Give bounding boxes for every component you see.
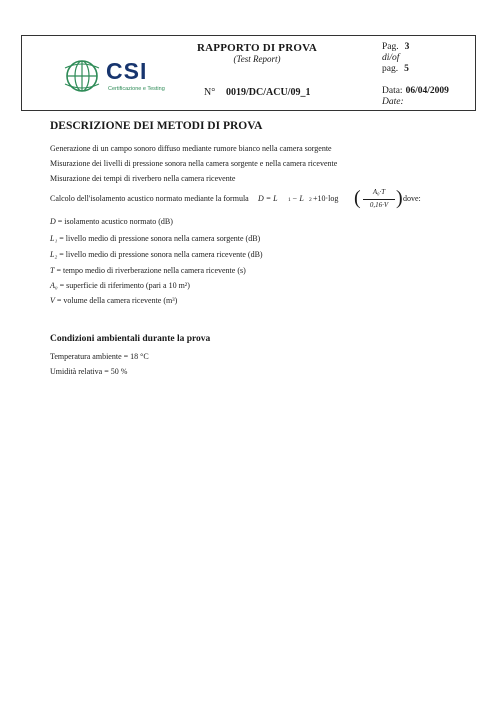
formula-intro: Calcolo dell'isolamento acustico normato mediante la formula: [50, 194, 249, 203]
formula-plus-log: +10·log: [313, 194, 339, 203]
logo-subtitle: Certificazione e Testing: [108, 86, 165, 92]
formula-sub2: 2: [309, 197, 312, 203]
definition-symbol: T: [50, 266, 55, 275]
fraction-bar: [363, 199, 395, 200]
definition-text: = tempo medio di riverberazione nella camera ricevente (s): [54, 266, 246, 275]
definition-symbol: V: [50, 296, 55, 305]
total-pages: 5: [404, 64, 409, 74]
method-line: Generazione di un campo sonoro diffuso mediante rumore bianco nella camera sorgente: [50, 144, 332, 153]
method-line: Misurazione dei livelli di pressione sonora nella camera sorgente e nella camera ricevente: [50, 159, 338, 168]
definition-item: [50, 234, 260, 243]
paren-right-icon: ): [396, 187, 403, 209]
definition-text: = volume della camera ricevente (m³): [54, 296, 178, 305]
formula-sub1: 1: [288, 197, 291, 203]
formula-denominator: 0,16·V: [369, 201, 389, 209]
definition-text: = livello medio di pressione sonora nella camera ricevente (dB): [57, 250, 263, 259]
report-number: 0019/DC/ACU/09_1: [226, 87, 311, 98]
section-title: DESCRIZIONE DEI METODI DI PROVA: [50, 120, 263, 132]
formula-minus: − L: [292, 194, 304, 203]
formula-numerator: A₀·T: [372, 188, 386, 196]
definition-text: = superficie di riferimento (pari a 10 m²): [57, 281, 190, 290]
definition-symbol: D: [50, 217, 56, 226]
globe-icon: [62, 56, 102, 96]
report-header: [21, 35, 476, 111]
definition-item: [50, 281, 190, 290]
condition-line: Umidità relativa = 50 %: [50, 367, 128, 376]
report-date: 06/04/2009: [405, 86, 449, 96]
page-label: Pag.: [382, 42, 399, 52]
definition-symbol: L₂: [50, 250, 58, 259]
conditions-title: Condizioni ambientali durante la prova: [50, 334, 211, 344]
date-label: Data:: [382, 86, 403, 96]
page-number: 3: [404, 42, 410, 52]
csi-logo: [62, 56, 192, 96]
logo-wordmark: CSI: [106, 58, 148, 84]
definition-item: [50, 250, 263, 259]
definition-symbol: A₀: [50, 281, 58, 290]
date-label-en: Date:: [382, 97, 404, 107]
report-subtitle: (Test Report): [233, 54, 281, 64]
of-label: di/of: [382, 53, 400, 63]
pages-label: pag.: [382, 64, 399, 74]
paren-left-icon: (: [354, 187, 361, 209]
method-line: Misurazione dei tempi di riverbero nella camera ricevente: [50, 174, 236, 183]
formula-suffix: dove:: [403, 194, 421, 203]
formula-lhs: D = L: [258, 194, 278, 203]
report-number-label: N°: [204, 87, 216, 98]
definition-symbol: L₁: [50, 234, 58, 243]
definition-item: [50, 296, 177, 305]
definition-text: = livello medio di pressione sonora nella camera sorgente (dB): [57, 234, 261, 243]
definition-item: [50, 266, 246, 275]
formula: [258, 188, 418, 212]
condition-line: Temperatura ambiente = 18 °C: [50, 352, 149, 361]
report-title: RAPPORTO DI PROVA: [197, 42, 317, 54]
definition-item: [50, 217, 173, 226]
definition-text: = isolamento acustico normato (dB): [55, 217, 173, 226]
